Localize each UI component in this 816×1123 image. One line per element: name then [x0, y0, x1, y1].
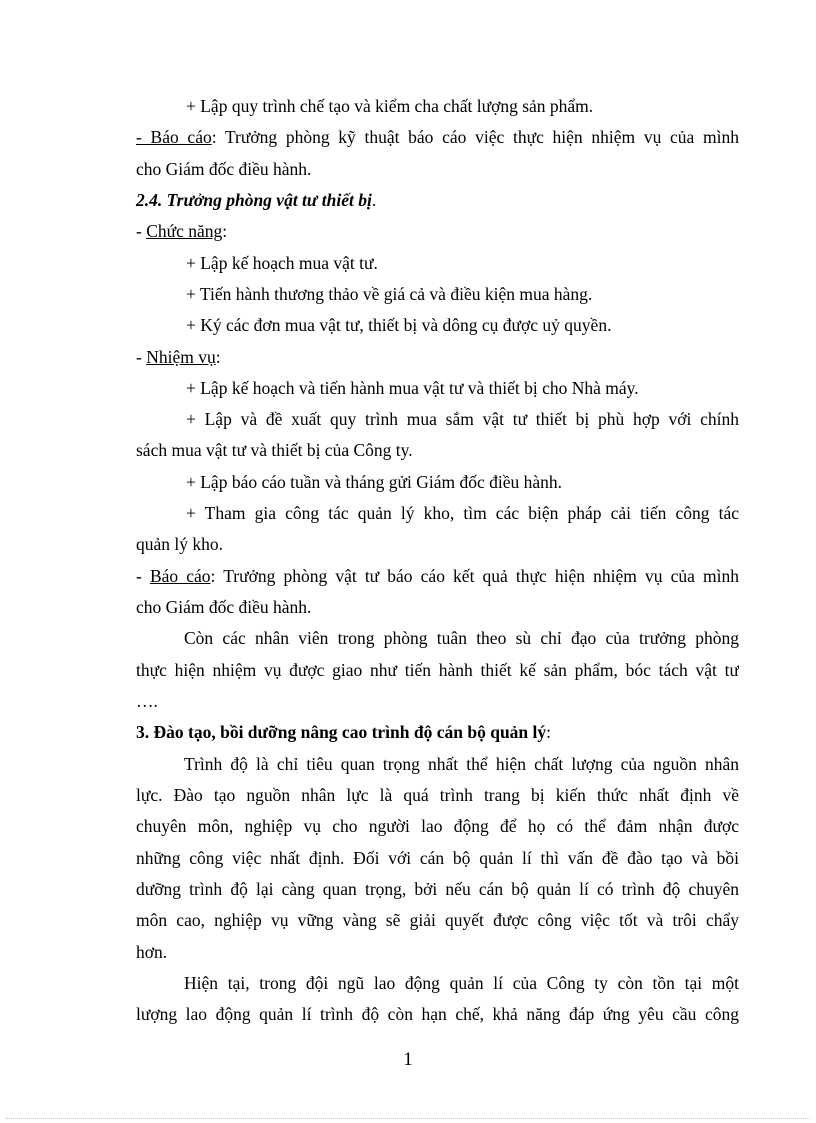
text-line — [136, 219, 739, 243]
text-line: + Tiến hành thương thảo về giá cả và điều kiện mua hàng. — [186, 284, 593, 304]
text-fragment: : Trưởng phòng kỹ thuật báo cáo việc thực hiện nhiệm vụ của mình — [211, 127, 739, 147]
text-line: dưỡng trình độ lại càng quan trọng, bởi nếu cán bộ quản lí có trình độ chuyên — [136, 879, 739, 899]
dash: - — [136, 221, 147, 241]
text-line: Còn các nhân viên trong phòng tuân theo sù chỉ đạo của trưởng phòng — [184, 628, 739, 648]
heading-text: 2.4. Trưởng phòng vật tư thiết bị — [136, 190, 372, 210]
text-line: + Lập kế hoạch mua vật tư. — [186, 253, 378, 273]
text-line: cho Giám đốc điều hành. — [136, 597, 312, 617]
text-line: + Tham gia công tác quản lý kho, tìm các biện pháp cải tiến công tác — [186, 503, 739, 523]
colon: : — [215, 347, 221, 367]
text-line: quản lý kho. — [136, 534, 224, 554]
section-heading — [136, 720, 739, 744]
function-label: Chức năng — [146, 221, 223, 241]
dash: - — [136, 347, 147, 367]
text-line: + Lập quy trình chế tạo và kiểm cha chất lượng sản phẩm. — [186, 96, 594, 116]
text-line: + Lập và đề xuất quy trình mua sắm vật tư thiết bị phù hợp với chính — [186, 409, 739, 429]
text-line — [136, 345, 739, 369]
heading-tail: . — [371, 190, 377, 210]
duties-label: Nhiệm vụ — [146, 347, 216, 367]
text-line: môn cao, nghiệp vụ vững vàng sẽ giải quyết được công việc tốt và trôi chẩy — [136, 910, 739, 930]
section-heading — [136, 188, 739, 212]
text-line: chuyên môn, nghiệp vụ cho người lao động để họ có thể đảm nhận được — [136, 816, 739, 836]
text-line: Hiện tại, trong đội ngũ lao động quản lí của Công ty còn tồn tại một — [184, 973, 739, 993]
text-line: + Lập báo cáo tuần và tháng gửi Giám đốc điều hành. — [186, 472, 563, 492]
text-line: những công việc nhất định. Đối với cán bộ quản lí thì vấn đề đào tạo và bồi — [136, 848, 739, 868]
text-fragment: : Trưởng phòng vật tư báo cáo kết quả thực hiện nhiệm vụ của mình — [210, 566, 739, 586]
text-line: sách mua vật tư và thiết bị của Công ty. — [136, 440, 413, 460]
text-line: …. — [136, 691, 158, 711]
text-line: lực. Đào tạo nguồn nhân lực là quá trình trang bị kiến thức nhất định về — [136, 785, 739, 805]
report-label: - Báo cáo — [136, 127, 212, 147]
heading-text: 3. Đào tạo, bồi dưỡng nâng cao trình độ cán bộ quản lý — [136, 722, 547, 742]
dash: - — [136, 566, 150, 586]
text-line — [136, 564, 739, 588]
page-number: 1 — [403, 1049, 413, 1070]
heading-tail: : — [546, 722, 552, 742]
page-bottom-border — [6, 1118, 810, 1119]
report-label: Báo cáo — [149, 566, 211, 586]
text-line: Trình độ là chỉ tiêu quan trọng nhất thể hiện chất lượng của nguồn nhân — [184, 754, 739, 774]
colon: : — [222, 221, 228, 241]
text-line: + Ký các đơn mua vật tư, thiết bị và dông cụ được uỷ quyền. — [186, 315, 612, 335]
text-line: cho Giám đốc điều hành. — [136, 159, 312, 179]
text-line: thực hiện nhiệm vụ được giao như tiến hành thiết kế sản phẩm, bóc tách vật tư — [136, 660, 739, 680]
text-line: lượng lao động quản lí trình độ còn hạn chế, khả năng đáp ứng yêu cầu công — [136, 1004, 739, 1024]
text-line: + Lập kế hoạch và tiến hành mua vật tư và thiết bị cho Nhà máy. — [186, 378, 639, 398]
text-line — [136, 125, 739, 149]
text-line: hơn. — [136, 942, 168, 962]
